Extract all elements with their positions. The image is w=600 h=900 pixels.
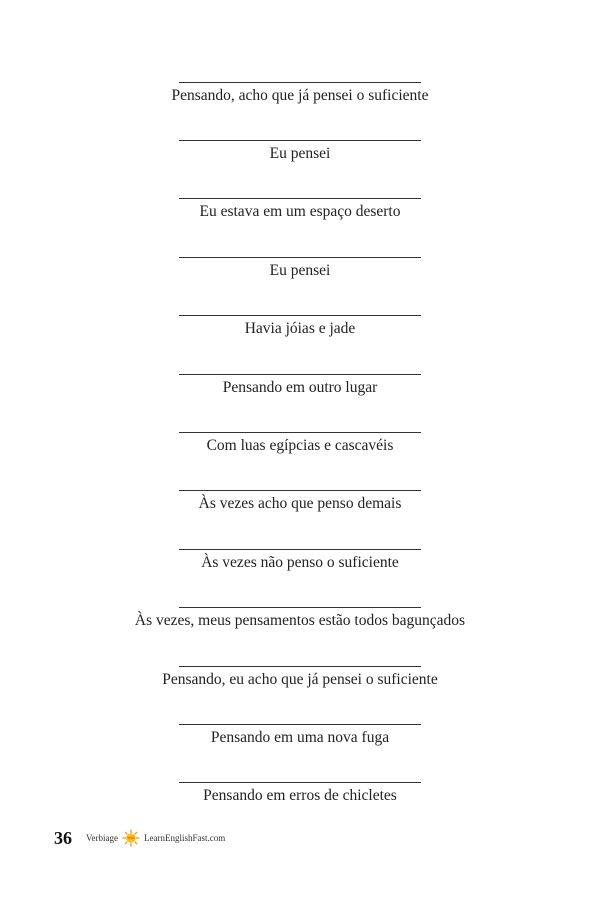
- blank-line: [179, 607, 421, 608]
- sun-logo-icon: [121, 829, 141, 847]
- poem-entry: [0, 140, 600, 198]
- poem-line: Havia jóias e jade: [244, 320, 356, 337]
- poem-line: Às vezes, meus pensamentos estão todos bagunçados: [134, 612, 466, 629]
- blank-line: [179, 82, 421, 83]
- poem-entry: [0, 490, 600, 548]
- poem-entry: [0, 724, 600, 782]
- poem-entry: [0, 257, 600, 315]
- blank-line: [179, 782, 421, 783]
- poem-line: Eu pensei: [269, 145, 331, 162]
- blank-line: [179, 140, 421, 141]
- site-url: LearnEnglishFast.com: [143, 833, 226, 843]
- poem-entry: [0, 374, 600, 432]
- blank-line: [179, 315, 421, 316]
- poem-entry: [0, 432, 600, 490]
- poem-line: Com luas egípcias e cascavéis: [206, 437, 394, 454]
- blank-line: [179, 257, 421, 258]
- poem-line: Pensando em erros de chicletes: [203, 787, 397, 804]
- poem-line: Eu estava em um espaço deserto: [199, 203, 401, 220]
- poem-line: Pensando em outro lugar: [222, 379, 378, 396]
- poem-entry: [0, 607, 600, 665]
- brand-name: Verbiage: [86, 833, 118, 843]
- poem-entry: [0, 315, 600, 373]
- blank-line: [179, 549, 421, 550]
- blank-line: [179, 666, 421, 667]
- blank-line: [179, 724, 421, 725]
- poem-entry: [0, 549, 600, 607]
- poem-line: Pensando, eu acho que já pensei o suficiente: [162, 671, 438, 688]
- poem-line: Pensando em uma nova fuga: [210, 729, 390, 746]
- poem-entry: [0, 198, 600, 256]
- page-number: 36: [54, 827, 72, 848]
- poem-entry: [0, 666, 600, 724]
- blank-line: [179, 198, 421, 199]
- blank-line: [179, 374, 421, 375]
- poem-entry: [0, 82, 600, 140]
- poem-line: Às vezes não penso o suficiente: [201, 554, 399, 571]
- poem-line: Eu pensei: [269, 262, 331, 279]
- blank-line: [179, 432, 421, 433]
- page-footer: [54, 826, 225, 850]
- poem-line: Pensando, acho que já pensei o suficiente: [171, 87, 429, 104]
- poem-line: Às vezes acho que penso demais: [198, 495, 402, 512]
- blank-line: [179, 490, 421, 491]
